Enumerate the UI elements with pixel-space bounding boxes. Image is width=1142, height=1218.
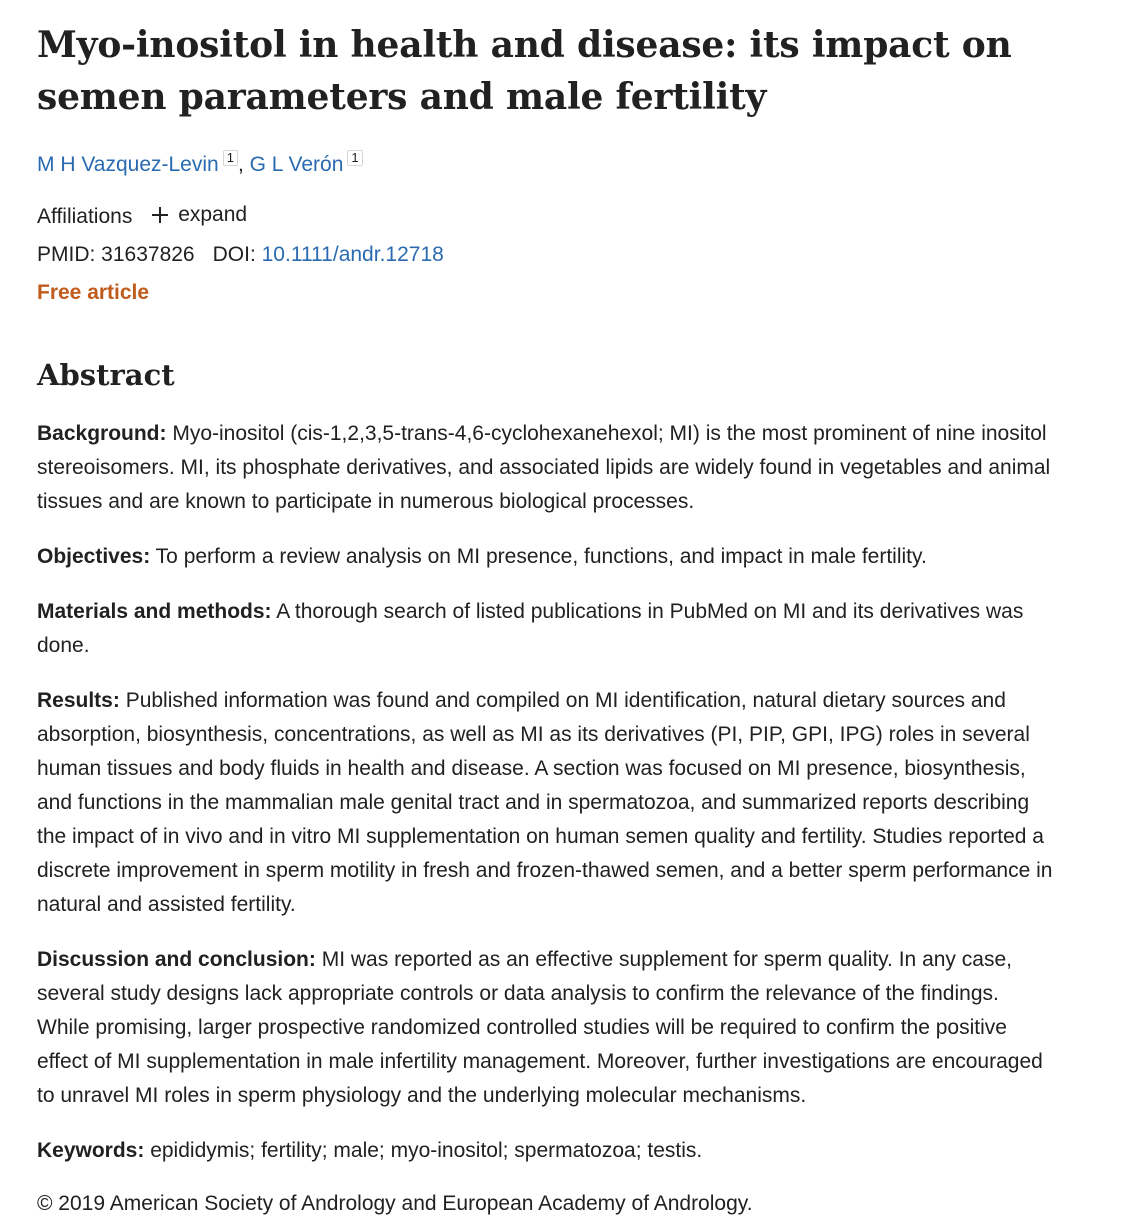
section-label: Materials and methods: xyxy=(37,600,272,624)
section-label: Objectives: xyxy=(37,545,151,569)
free-article-badge: Free article xyxy=(37,281,150,304)
section-label: Results: xyxy=(37,689,120,713)
abstract-discussion xyxy=(37,943,1057,1113)
doi-label: DOI: xyxy=(212,243,256,266)
section-text: To perform a review analysis on MI presence, functions, and impact in male fertility. xyxy=(150,545,927,569)
section-label: Background: xyxy=(37,422,167,446)
section-text: A thorough search of listed publications in PubMed on MI and its derivatives was done. xyxy=(37,600,1024,658)
author-separator: , xyxy=(237,153,244,176)
section-label: Discussion and conclusion: xyxy=(37,948,316,972)
abstract-background xyxy=(37,417,1057,519)
abstract-heading: Abstract xyxy=(37,358,175,392)
copyright-notice: © 2019 American Society of Andrology and European Academy of Andrology. xyxy=(37,1192,753,1216)
keywords-text: epididymis; fertility; male; myo-inositol; spermatozoa; testis. xyxy=(144,1139,703,1163)
section-text: MI was reported as an effective supplement for sperm quality. In any case, several study designs lack appropriate controls or data analysis to confirm the relevance of the findings. While promising, larger prospective randomized controlled studies will be required to confirm the positive effect of MI supplementation in male infertility management. Moreover, further investigations are encouraged to unravel MI roles in sperm physiology and the underlying molecular mechanisms. xyxy=(37,948,1043,1108)
plus-icon xyxy=(152,207,168,223)
author-link-vazquez-levin[interactable]: M H Vazquez-Levin xyxy=(37,153,219,176)
doi-link[interactable]: 10.1111/andr.12718 xyxy=(261,243,444,266)
abstract-objectives xyxy=(37,540,1057,574)
article-title: Myo-inositol in health and disease: its impact on semen parameters and male fertility xyxy=(37,24,1012,118)
expand-label: expand xyxy=(178,203,248,226)
affiliation-ref-button[interactable]: 1 xyxy=(347,150,362,166)
identifiers-row xyxy=(37,241,1097,269)
expand-affiliations-button[interactable] xyxy=(152,201,247,229)
section-text: Myo-inositol (cis-1,2,3,5-trans-4,6-cyclohexanehexol; MI) is the most prominent of nine inositol stereoisomers. MI, its phosphate derivatives, and associated lipids are widely found in vegetables and animal tissues and are known to participate in numerous biological processes. xyxy=(37,422,1051,514)
article-page xyxy=(37,0,1097,1218)
section-text: Published information was found and compiled on MI identification, natural dietary sources and absorption, biosynthesis, concentrations, as well as MI as its derivatives (PI, PIP, GPI, IPG) roles in several human tissues and body fluids in health and disease. A section was focused on MI presence, biosynthesis, and functions in the mammalian male genital tract and in spermatozoa, and summarized reports describing the impact of in vivo and in vitro MI supplementation on human semen quality and fertility. Studies reported a discrete improvement in sperm motility in fresh and frozen-thawed semen, and a better sperm performance in natural and assisted fertility. xyxy=(37,689,1053,917)
keywords-label: Keywords: xyxy=(37,1139,145,1163)
abstract-methods xyxy=(37,595,1057,663)
affiliations-label: Affiliations xyxy=(37,205,133,228)
abstract-results xyxy=(37,684,1057,922)
abstract-keywords xyxy=(37,1134,1057,1168)
affiliations-row xyxy=(37,201,1097,231)
authors-list xyxy=(37,150,1097,179)
author-link-veron[interactable]: G L Verón xyxy=(249,153,344,176)
pmid: PMID: 31637826 xyxy=(37,243,195,266)
affiliation-ref-button[interactable]: 1 xyxy=(223,150,238,166)
